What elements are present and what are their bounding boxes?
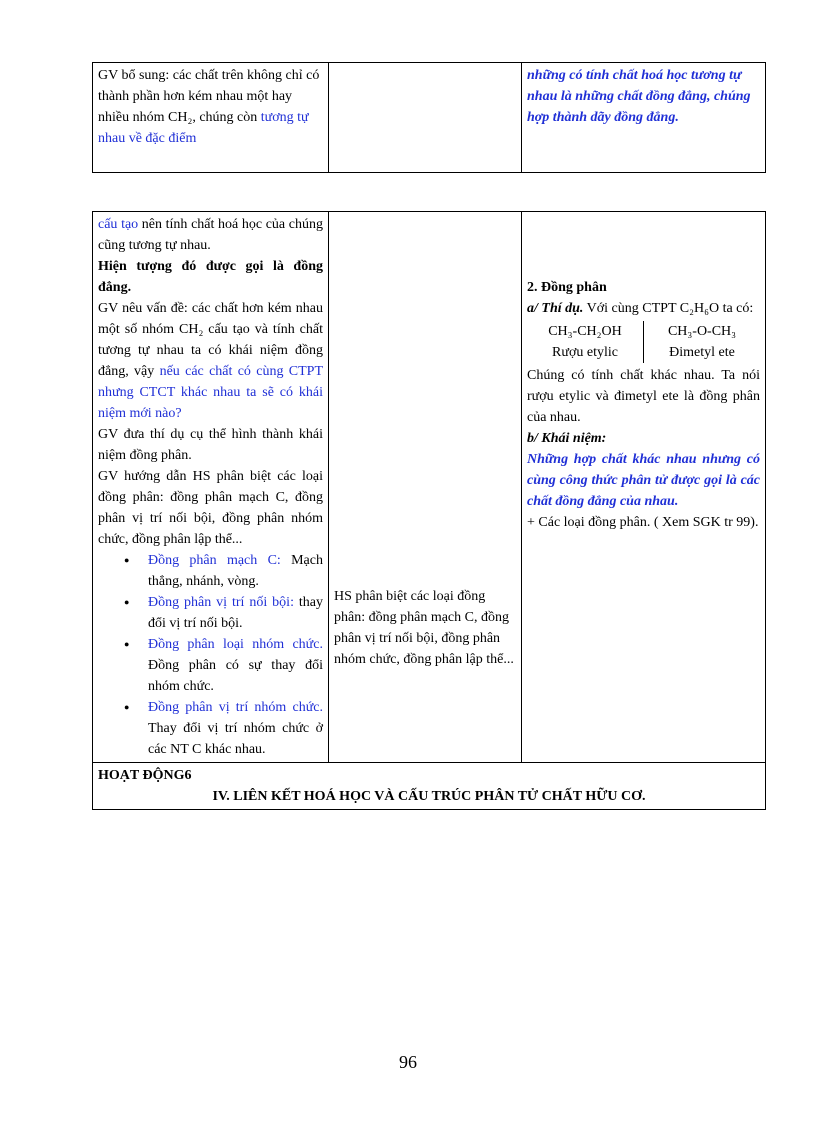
list-item-title: Đồng phân vị trí nhóm chức. (148, 700, 323, 715)
list-item (148, 634, 323, 697)
text: GV đưa thí dụ cụ thể hình thành khái niệm đồng phân. (98, 427, 323, 463)
list-item-text: thay đổi vị trí nối bội. (148, 595, 323, 631)
isomer-right (644, 321, 760, 363)
lesson-table-main (92, 211, 766, 810)
content-text: những có tính chất hoá học tương tự nhau là những chất đồng đẳng, chúng hợp thành dãy đồng đẳng. (527, 68, 751, 125)
question-highlight: nếu các chất có cùng CTPT nhưng CTCT khác nhau ta sẽ có khái niệm mới nào? (98, 364, 324, 421)
example-text: Với cùng CTPT C₂H₆O ta có: (583, 301, 754, 316)
concept-definition: Những hợp chất khác nhau nhưng có cùng công thức phân tử được gọi là các chất đồng đẳng của nhau. (527, 452, 760, 509)
formula: CH₃-O-CH₃ (667, 324, 737, 339)
list-item-title: Đồng phân mạch C: (148, 553, 281, 568)
table-row (93, 763, 766, 810)
page-number: 96 (399, 1052, 417, 1072)
lesson-table-top (92, 62, 766, 173)
concept-label: b/ Khái niệm: (527, 431, 607, 446)
teacher-activity-cell (93, 212, 329, 763)
list-item (148, 592, 323, 634)
compound-name: Đimetyl ete (669, 345, 735, 360)
list-item-text: Đồng phân có sự thay đổi nhóm chức. (148, 658, 323, 694)
list-item (148, 550, 323, 592)
section-heading: 2. Đồng phân (527, 280, 607, 295)
example-label: a/ Thí dụ. (527, 301, 584, 316)
list-item-title: Đồng phân loại nhóm chức. (148, 637, 323, 652)
teacher-text-highlight: tương tự nhau về đặc điểm (98, 110, 309, 146)
text: GV hướng dẫn HS phân biệt các loại đồng phân: đồng phân mạch C, đồng phân vị trí nối bội, đồng phân nhóm chức, đồng phân lập thể... (98, 469, 323, 547)
text: Chúng có tính chất khác nhau. Ta nói rượu etylic và đimetyl ete là đồng phân của nhau. (527, 368, 760, 425)
student-text: HS phân biệt các loại đồng phân: đồng phân mạch C, đồng phân vị trí nối bội, đồng phân nhóm chức, đồng phân lập thể... (334, 589, 514, 667)
list-item-text: Thay đổi vị trí nhóm chức ở các NT C khác nhau. (148, 721, 323, 757)
activity-label: HOẠT ĐỘNG6 (98, 768, 192, 783)
teacher-activity-cell (93, 63, 329, 173)
content-cell (522, 63, 766, 173)
content-cell (522, 212, 766, 763)
bold-statement: Hiện tượng đó được gọi là đồng đẳng. (98, 259, 323, 295)
list-item (148, 697, 323, 760)
isomer-comparison (527, 321, 760, 363)
isomer-left (527, 321, 644, 363)
text-highlight: cấu tạo (98, 217, 139, 232)
student-activity-cell (329, 212, 522, 763)
text: nên tính chất hoá học của chúng cũng tương tự nhau. (98, 217, 323, 253)
compound-name: Rượu etylic (552, 345, 618, 360)
table-row (93, 212, 766, 763)
isomer-types-list (98, 550, 323, 760)
section-title: IV. LIÊN KẾT HOÁ HỌC VÀ CẤU TRÚC PHÂN TỬ CHẤT HỮU CƠ. (212, 789, 646, 804)
teacher-text: GV bổ sung: các chất trên không chỉ có thành phần hơn kém nhau một hay nhiều nhóm CH₂, chúng còn (98, 68, 320, 125)
list-item-title: Đồng phân vị trí nối bội: (148, 595, 294, 610)
text: + Các loại đồng phân. ( Xem SGK tr 99). (527, 515, 759, 530)
activity-heading-cell (93, 763, 766, 810)
student-activity-cell (329, 63, 522, 173)
list-item-text: Mạch thẳng, nhánh, vòng. (148, 553, 323, 589)
table-row (93, 63, 766, 173)
formula: CH₃-CH₂OH (548, 324, 622, 339)
text: GV nêu vấn đề: các chất hơn kém nhau một số nhóm CH₂ cấu tạo và tính chất tương tự nhau ta có khái niệm đồng đẳng, vậy (98, 301, 323, 379)
